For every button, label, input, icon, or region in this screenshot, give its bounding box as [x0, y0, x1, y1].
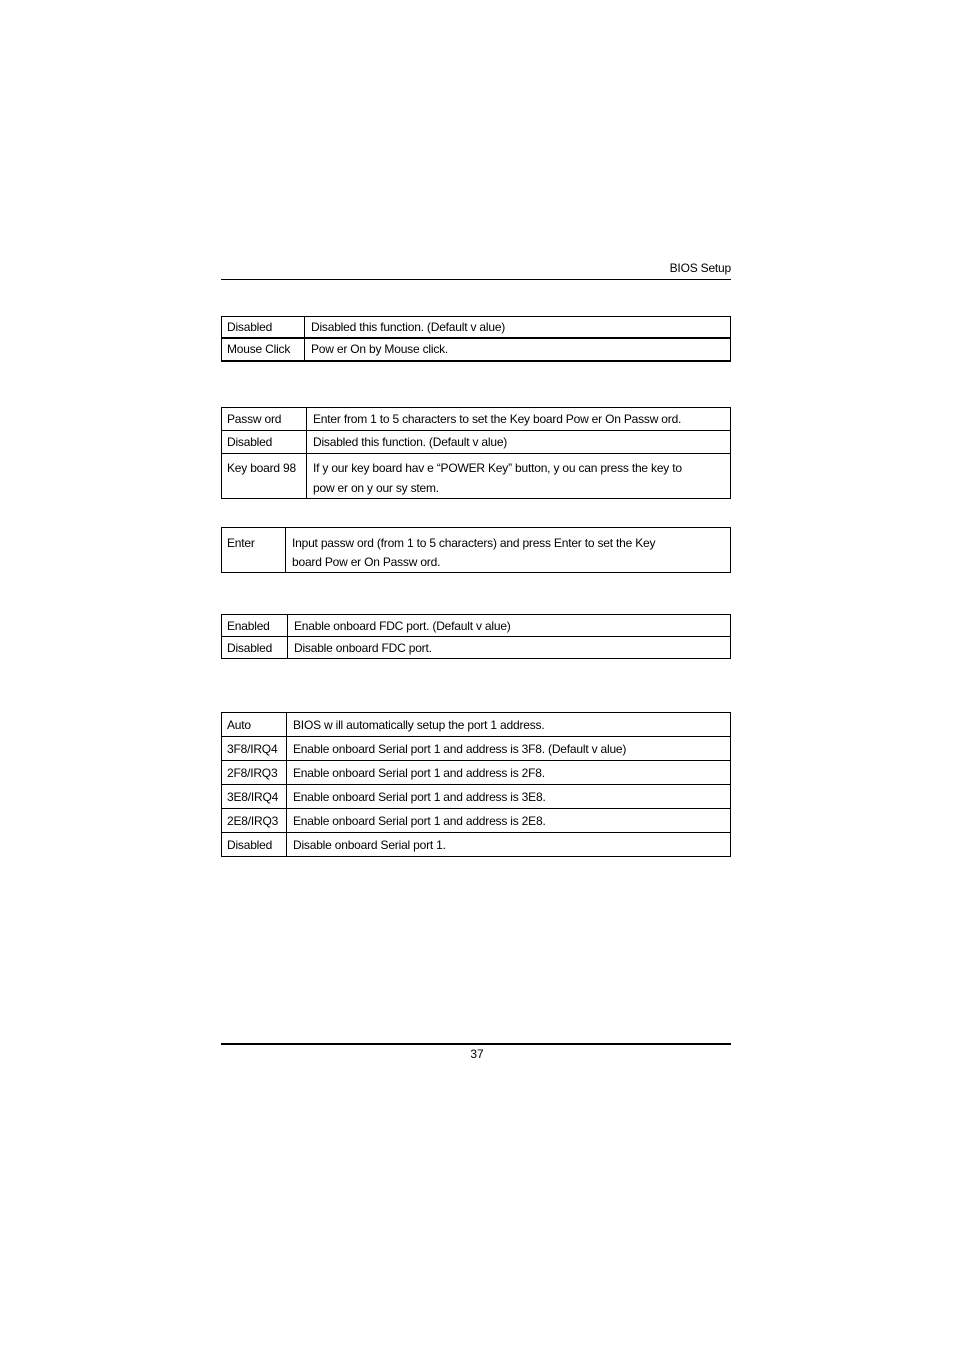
kb-power-on-password-table [221, 527, 731, 573]
table-row [222, 408, 731, 431]
option-key: Enabled [222, 615, 288, 637]
header-section-title: BIOS Setup [669, 261, 731, 275]
table-row [222, 637, 731, 659]
option-description: Disabled this function. (Default v alue) [307, 431, 731, 454]
option-description: Enable onboard FDC port. (Default v alue) [288, 615, 731, 637]
table-row [222, 785, 731, 809]
footer-rule [221, 1043, 731, 1045]
table-row [222, 737, 731, 761]
table-row [222, 833, 731, 857]
table-row [222, 528, 731, 573]
description-line: Input passw ord (from 1 to 5 characters) and press Enter to set the Key [292, 536, 656, 550]
option-key: Disabled [222, 431, 307, 454]
page-number: 37 [470, 1047, 484, 1061]
option-key: 2F8/IRQ3 [222, 761, 287, 785]
option-description [307, 454, 731, 499]
keyboard-power-on-table [221, 407, 731, 499]
option-key: 3E8/IRQ4 [222, 785, 287, 809]
option-description [286, 528, 731, 573]
description-line: If y our key board hav e “POWER Key” button, y ou can press the key to [313, 461, 682, 475]
table-row [222, 615, 731, 637]
mouse-power-on-table [221, 316, 731, 362]
option-key: Mouse Click [222, 338, 305, 361]
option-description: Enable onboard Serial port 1 and address is 3E8. [287, 785, 731, 809]
option-description: Pow er On by Mouse click. [305, 338, 731, 361]
option-key: 3F8/IRQ4 [222, 737, 287, 761]
option-key: Disabled [222, 833, 287, 857]
description-line: pow er on y our sy stem. [313, 481, 439, 495]
table-row [222, 454, 731, 499]
option-key: Disabled [222, 317, 305, 338]
onboard-fdc-table [221, 614, 731, 659]
table-row [222, 317, 731, 338]
option-key: Disabled [222, 637, 288, 659]
header-rule [221, 279, 731, 280]
option-description: Enable onboard Serial port 1 and address is 2F8. [287, 761, 731, 785]
option-key: Passw ord [222, 408, 307, 431]
option-description: Disabled this function. (Default v alue) [305, 317, 731, 338]
table-row [222, 809, 731, 833]
option-description: Enable onboard Serial port 1 and address is 2E8. [287, 809, 731, 833]
option-description: Disable onboard Serial port 1. [287, 833, 731, 857]
table-row [222, 431, 731, 454]
option-key: Enter [222, 528, 286, 573]
option-description: Enter from 1 to 5 characters to set the Key board Pow er On Passw ord. [307, 408, 731, 431]
option-key: Key board 98 [222, 454, 307, 499]
option-description: Disable onboard FDC port. [288, 637, 731, 659]
option-key: 2E8/IRQ3 [222, 809, 287, 833]
option-description: Enable onboard Serial port 1 and address is 3F8. (Default v alue) [287, 737, 731, 761]
table-row [222, 761, 731, 785]
option-description: BIOS w ill automatically setup the port 1 address. [287, 713, 731, 737]
description-line: board Pow er On Passw ord. [292, 555, 441, 569]
table-row [222, 713, 731, 737]
table-row [222, 338, 731, 361]
onboard-serial-port-1-table [221, 712, 731, 857]
option-key: Auto [222, 713, 287, 737]
